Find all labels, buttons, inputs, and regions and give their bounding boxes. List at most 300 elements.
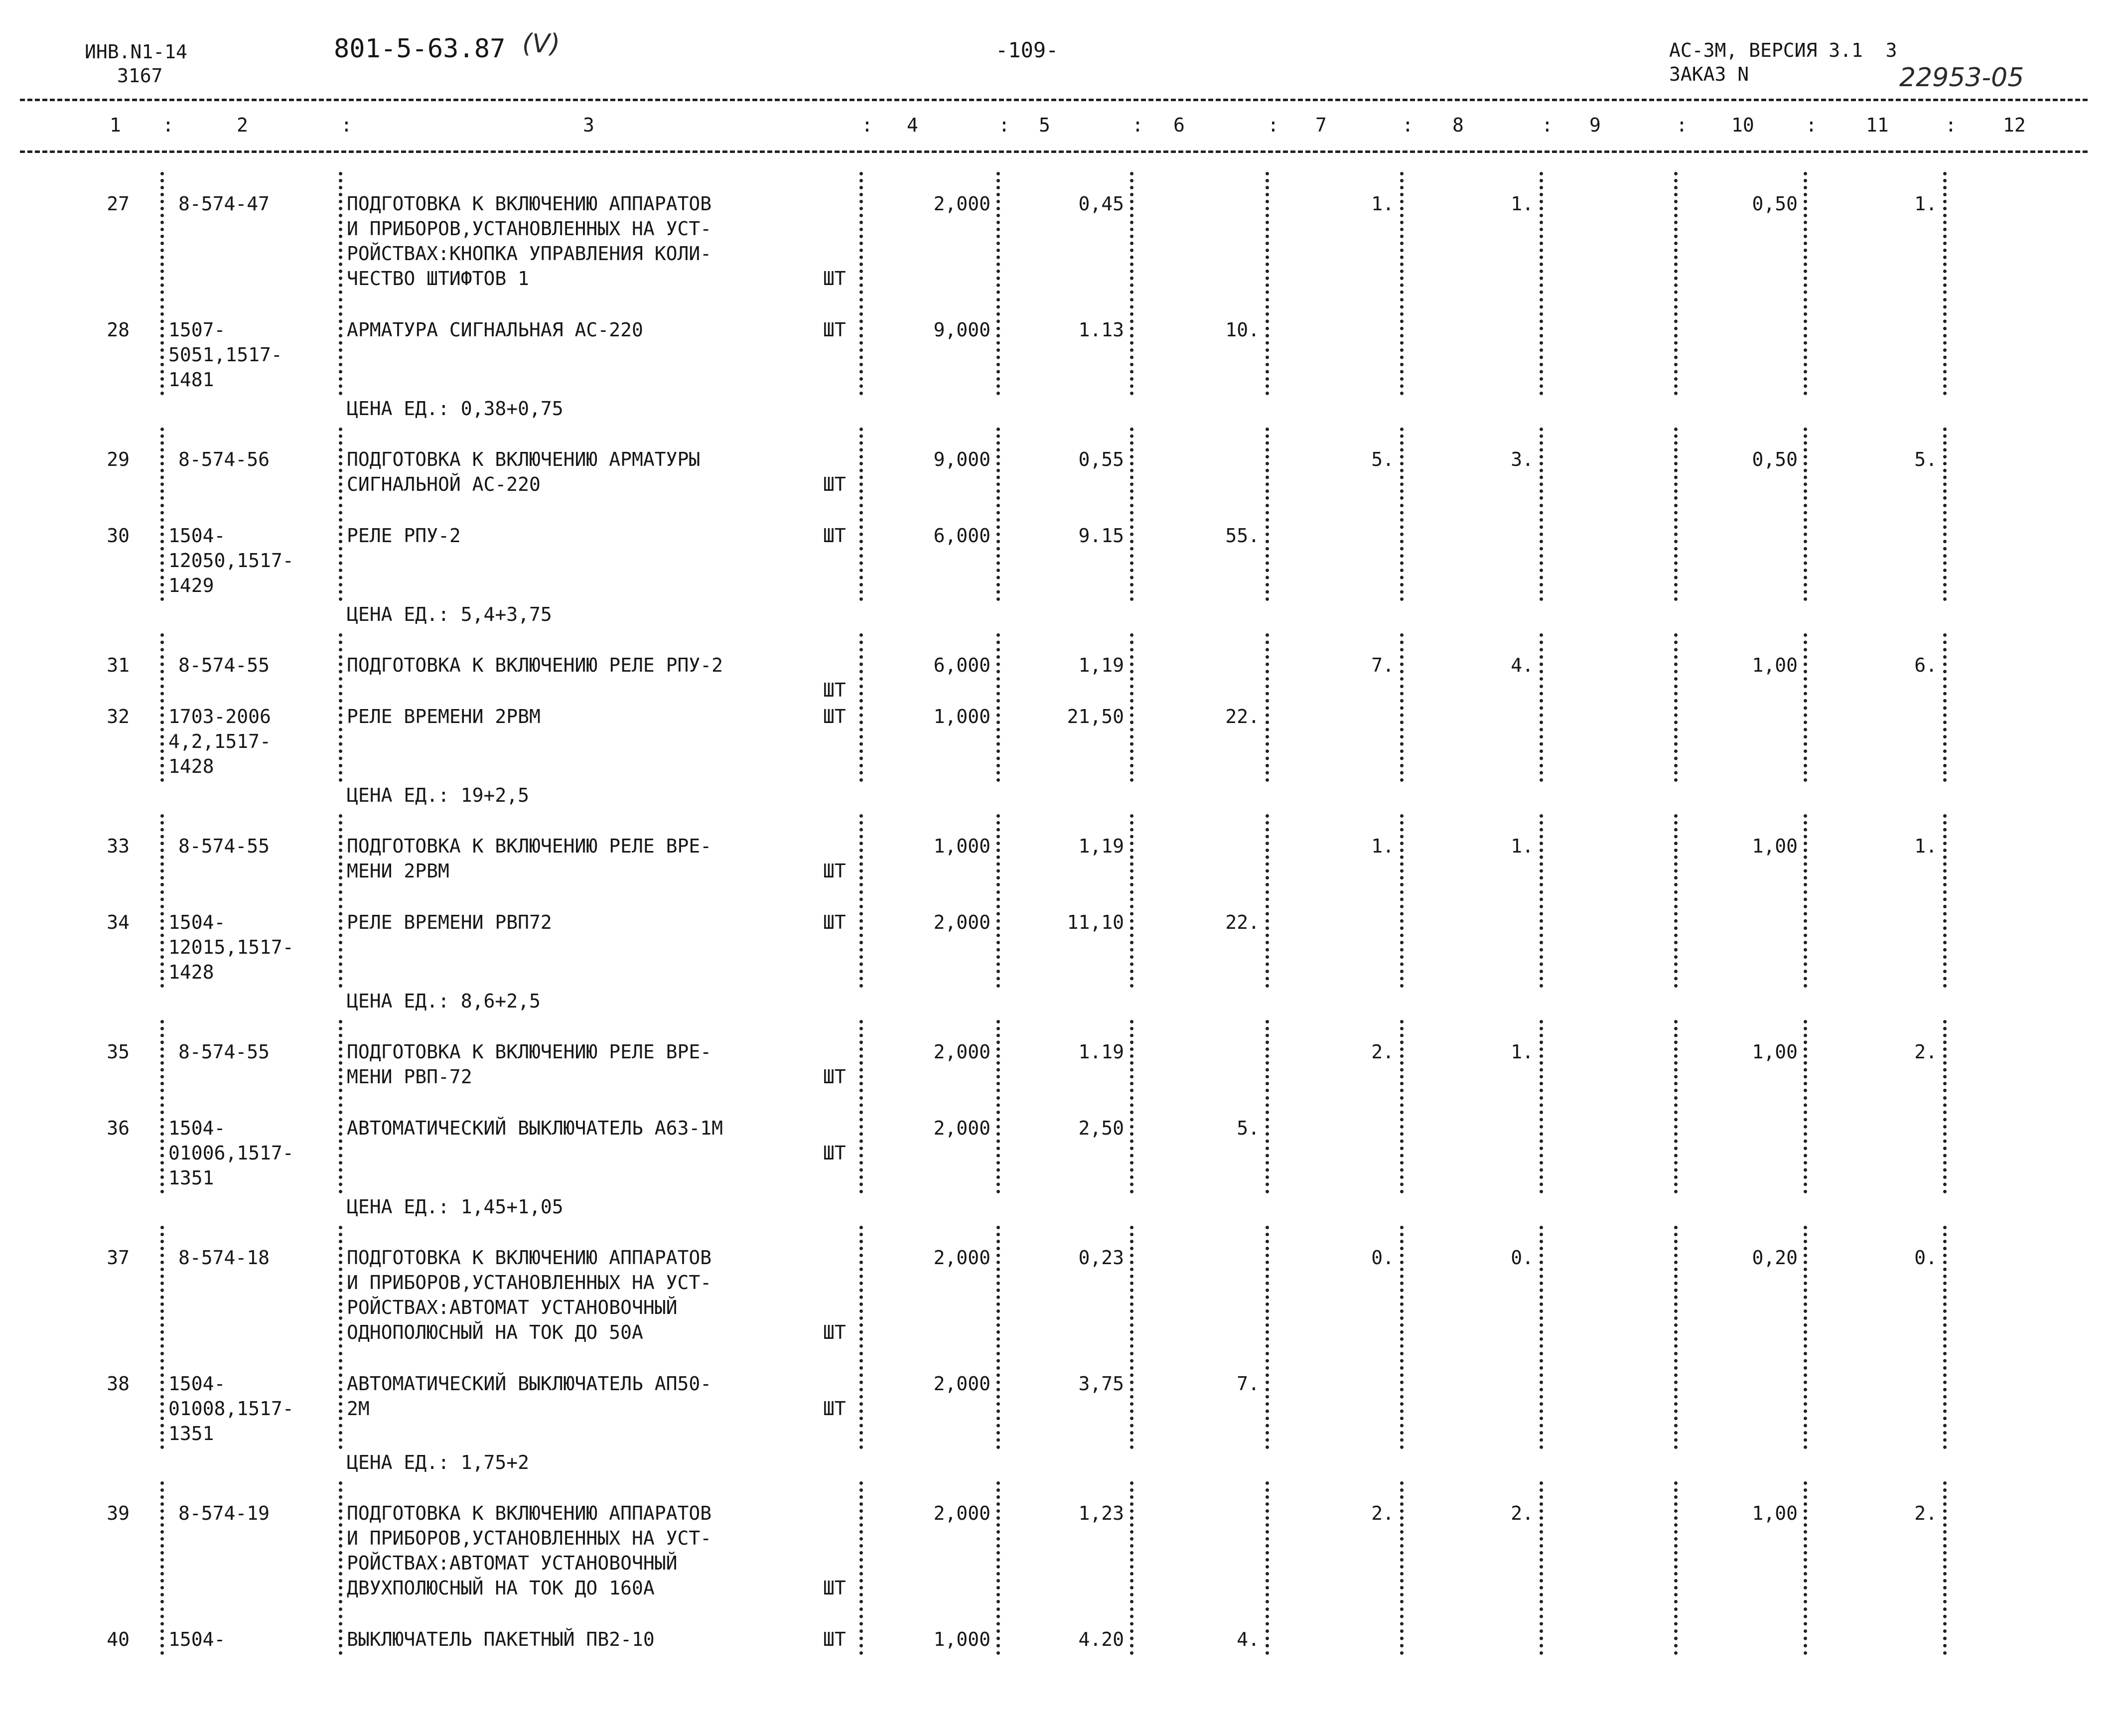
rate-cell: 2,50 xyxy=(1078,1117,1124,1139)
unit-label: ШТ xyxy=(823,524,846,547)
column-separator-dots xyxy=(160,298,164,395)
unit-price-note: ЦЕНА ЕД.: 5,4+3,75 xyxy=(347,603,552,625)
item-description: И ПРИБОРОВ,УСТАНОВЛЕННЫХ НА УСТ- xyxy=(347,1527,712,1549)
column-separator-dots xyxy=(1943,1481,1947,1603)
row-number: 40 xyxy=(107,1628,130,1650)
col11-cell: 1. xyxy=(1914,835,1937,857)
col8-cell: 0. xyxy=(1511,1247,1534,1269)
price-total-cell: 22. xyxy=(1225,705,1260,727)
col11-cell: 2. xyxy=(1914,1041,1937,1063)
row-number: 31 xyxy=(107,654,130,676)
column-separator-dots xyxy=(339,685,342,782)
unit-price-note: ЦЕНА ЕД.: 8,6+2,5 xyxy=(347,990,541,1012)
column-separator-dots xyxy=(1674,685,1678,782)
quantity-cell: 6,000 xyxy=(933,524,990,547)
column-number: 2 xyxy=(237,114,248,136)
column-separator-dots xyxy=(339,814,342,886)
col7-cell: 5. xyxy=(1371,448,1394,470)
column-separator: : xyxy=(341,114,352,136)
column-separator-dots xyxy=(1804,1481,1807,1603)
column-separator-dots xyxy=(1674,1607,1678,1655)
column-separator-dots xyxy=(1943,814,1947,886)
item-code: 4,2,1517- xyxy=(168,730,271,752)
col8-cell: 4. xyxy=(1511,654,1534,676)
page-number: -109- xyxy=(995,38,1059,62)
column-separator-dots xyxy=(859,298,863,395)
rate-cell: 1.13 xyxy=(1078,318,1124,341)
column-separator-dots xyxy=(1540,1096,1543,1193)
column-separator-dots xyxy=(339,1226,342,1348)
quantity-cell: 2,000 xyxy=(933,1502,990,1524)
column-separator-dots xyxy=(1266,298,1269,395)
unit-label: ШТ xyxy=(823,1628,846,1650)
column-separator-dots xyxy=(160,1096,164,1193)
column-separator-dots xyxy=(1130,890,1133,988)
unit-price-note: ЦЕНА ЕД.: 0,38+0,75 xyxy=(347,397,564,420)
inventory-number: ИНВ.N1-14 xyxy=(85,41,187,63)
item-code: 1504- xyxy=(168,524,226,547)
col10-cell: 0,50 xyxy=(1752,193,1798,215)
order-number-handwritten: 22953-05 xyxy=(1899,63,2024,93)
item-description: ПОДГОТОВКА К ВКЛЮЧЕНИЮ РЕЛЕ ВРЕ- xyxy=(347,835,712,857)
rate-cell: 0,23 xyxy=(1078,1247,1124,1269)
column-separator: : xyxy=(1806,114,1817,136)
column-separator-dots xyxy=(1674,172,1678,294)
column-number: 9 xyxy=(1589,114,1601,136)
quantity-cell: 2,000 xyxy=(933,911,990,933)
item-code: 1504- xyxy=(168,1628,226,1650)
column-separator-dots xyxy=(160,172,164,294)
column-separator-dots xyxy=(859,1226,863,1348)
quantity-cell: 1,000 xyxy=(933,835,990,857)
unit-price-note: ЦЕНА ЕД.: 1,75+2 xyxy=(347,1451,530,1473)
row-number: 36 xyxy=(107,1117,130,1139)
column-separator-dots xyxy=(1130,172,1133,294)
col7-cell: 7. xyxy=(1371,654,1394,676)
column-separator-dots xyxy=(339,1481,342,1603)
header-top-rule xyxy=(20,99,2088,101)
rate-cell: 1,23 xyxy=(1078,1502,1124,1524)
item-code: 1351 xyxy=(168,1422,214,1445)
column-separator-dots xyxy=(1943,1096,1947,1193)
column-separator-dots xyxy=(996,890,1000,988)
column-separator-dots xyxy=(1674,1226,1678,1348)
column-separator-dots xyxy=(1804,890,1807,988)
col11-cell: 6. xyxy=(1914,654,1937,676)
item-code: 8-574-56 xyxy=(178,448,270,470)
price-total-cell: 55. xyxy=(1225,524,1260,547)
unit-price-note: ЦЕНА ЕД.: 19+2,5 xyxy=(347,784,530,806)
col10-cell: 0,50 xyxy=(1752,448,1798,470)
column-separator-dots xyxy=(1400,890,1404,988)
column-separator-dots xyxy=(1540,1607,1543,1655)
column-number: 3 xyxy=(583,114,594,136)
column-separator-dots xyxy=(1540,1352,1543,1449)
column-separator-dots xyxy=(1130,685,1133,782)
column-separator-dots xyxy=(996,504,1000,601)
column-separator-dots xyxy=(1943,504,1947,601)
column-separator-dots xyxy=(339,1352,342,1449)
item-code: 1429 xyxy=(168,574,214,596)
rate-cell: 9.15 xyxy=(1078,524,1124,547)
item-description: МЕНИ РВП-72 xyxy=(347,1066,472,1088)
column-separator-dots xyxy=(1400,172,1404,294)
col11-cell: 2. xyxy=(1914,1502,1937,1524)
column-separator-dots xyxy=(859,504,863,601)
row-number: 37 xyxy=(107,1247,130,1269)
column-separator-dots xyxy=(1540,1226,1543,1348)
item-code: 1428 xyxy=(168,961,214,983)
quantity-cell: 2,000 xyxy=(933,1372,990,1395)
column-separator-dots xyxy=(1804,504,1807,601)
item-description: АРМАТУРА СИГНАЛЬНАЯ АС-220 xyxy=(347,318,643,341)
document-code: 801-5-63.87 xyxy=(334,34,506,64)
col7-cell: 2. xyxy=(1371,1502,1394,1524)
column-separator-dots xyxy=(1540,298,1543,395)
item-code: 1507- xyxy=(168,318,226,341)
column-separator-dots xyxy=(1943,685,1947,782)
column-separator-dots xyxy=(1400,1607,1404,1655)
column-separator-dots xyxy=(996,298,1000,395)
column-separator-dots xyxy=(160,1020,164,1092)
column-separator-dots xyxy=(1130,298,1133,395)
unit-price-note: ЦЕНА ЕД.: 1,45+1,05 xyxy=(347,1195,564,1218)
column-separator-dots xyxy=(1804,172,1807,294)
item-description: РЕЛЕ РПУ-2 xyxy=(347,524,461,547)
column-separator-dots xyxy=(1266,685,1269,782)
item-code: 1351 xyxy=(168,1166,214,1189)
row-number: 32 xyxy=(107,705,130,727)
column-separator-dots xyxy=(1943,1607,1947,1655)
item-description: ЧЕСТВО ШТИФТОВ 1 xyxy=(347,268,530,289)
column-separator-dots xyxy=(1400,685,1404,782)
column-separator-dots xyxy=(339,633,342,681)
column-separator-dots xyxy=(1130,504,1133,601)
item-code: 1504- xyxy=(168,1372,226,1395)
item-code: 5051,1517- xyxy=(168,343,283,366)
column-separator-dots xyxy=(160,1352,164,1449)
column-separator-dots xyxy=(1400,298,1404,395)
col7-cell: 0. xyxy=(1371,1247,1394,1269)
column-number: 8 xyxy=(1452,114,1464,136)
unit-label: ШТ xyxy=(823,860,846,882)
quantity-cell: 6,000 xyxy=(933,654,990,676)
rate-cell: 21,50 xyxy=(1067,705,1124,727)
column-separator-dots xyxy=(1130,1096,1133,1193)
col10-cell: 0,20 xyxy=(1752,1247,1798,1269)
system-version: АС-3М, ВЕРСИЯ 3.1 3 xyxy=(1669,39,1897,61)
item-code: 8-574-47 xyxy=(178,193,270,215)
row-number: 38 xyxy=(107,1372,130,1395)
column-separator-dots xyxy=(1674,298,1678,395)
item-code: 8-574-55 xyxy=(178,835,270,857)
item-description: ПОДГОТОВКА К ВКЛЮЧЕНИЮ РЕЛЕ РПУ-2 xyxy=(347,654,723,676)
column-separator-dots xyxy=(160,1226,164,1348)
column-separator-dots xyxy=(1943,298,1947,395)
column-separator-dots xyxy=(1674,504,1678,601)
unit-label: ШТ xyxy=(823,705,846,727)
column-separator-dots xyxy=(1804,1607,1807,1655)
col10-cell: 1,00 xyxy=(1752,1502,1798,1524)
item-description: ПОДГОТОВКА К ВКЛЮЧЕНИЮ РЕЛЕ ВРЕ- xyxy=(347,1041,712,1063)
column-separator: : xyxy=(998,114,1010,136)
item-code: 8-574-18 xyxy=(178,1247,270,1269)
column-separator-dots xyxy=(339,504,342,601)
column-separator-dots xyxy=(996,1352,1000,1449)
col10-cell: 1,00 xyxy=(1752,1041,1798,1063)
column-separator-dots xyxy=(1943,1020,1947,1092)
col11-cell: 1. xyxy=(1914,193,1937,215)
column-separator-dots xyxy=(1130,428,1133,500)
column-separator-dots xyxy=(1540,1481,1543,1603)
quantity-cell: 1,000 xyxy=(933,1628,990,1650)
row-number: 35 xyxy=(107,1041,130,1063)
column-separator-dots xyxy=(1266,1226,1269,1348)
col8-cell: 2. xyxy=(1511,1502,1534,1524)
column-number: 4 xyxy=(907,114,918,136)
column-separator-dots xyxy=(859,1352,863,1449)
column-separator: : xyxy=(1945,114,1957,136)
row-number: 27 xyxy=(107,193,130,215)
document-code-handwritten: (V) xyxy=(522,29,561,59)
item-description: МЕНИ 2РВМ xyxy=(347,860,449,882)
column-separator-dots xyxy=(339,428,342,500)
column-separator-dots xyxy=(996,685,1000,782)
quantity-cell: 2,000 xyxy=(933,1117,990,1139)
column-separator-dots xyxy=(1130,814,1133,886)
col10-cell: 1,00 xyxy=(1752,654,1798,676)
column-number: 10 xyxy=(1731,114,1754,136)
row-number: 30 xyxy=(107,524,130,547)
column-separator-dots xyxy=(160,504,164,601)
rate-cell: 1.19 xyxy=(1078,1041,1124,1063)
column-separator-dots xyxy=(1130,1020,1133,1092)
item-description: 2М xyxy=(347,1397,370,1420)
column-separator-dots xyxy=(859,1096,863,1193)
quantity-cell: 9,000 xyxy=(933,448,990,470)
item-description: ВЫКЛЮЧАТЕЛЬ ПАКЕТНЫЙ ПВ2-10 xyxy=(347,1628,655,1650)
column-separator-dots xyxy=(1943,633,1947,681)
column-separator-dots xyxy=(1400,1352,1404,1449)
column-separator-dots xyxy=(859,1481,863,1603)
col11-cell: 5. xyxy=(1914,448,1937,470)
column-separator-dots xyxy=(1266,1096,1269,1193)
row-number: 39 xyxy=(107,1502,130,1524)
rate-cell: 0,45 xyxy=(1078,193,1124,215)
item-description: И ПРИБОРОВ,УСТАНОВЛЕННЫХ НА УСТ- xyxy=(347,218,712,240)
inventory-code: 3167 xyxy=(117,65,163,87)
column-separator-dots xyxy=(1130,1352,1133,1449)
unit-label: ШТ xyxy=(823,268,846,289)
column-separator-dots xyxy=(1540,890,1543,988)
column-separator-dots xyxy=(1674,1096,1678,1193)
column-separator-dots xyxy=(339,172,342,294)
order-label: ЗАКАЗ N xyxy=(1669,63,1749,85)
column-separator-dots xyxy=(1804,298,1807,395)
item-code: 1703-2006 xyxy=(168,705,271,727)
column-separator-dots xyxy=(1804,1352,1807,1449)
item-description: СИГНАЛЬНОЙ АС-220 xyxy=(347,473,541,495)
col11-cell: 0. xyxy=(1914,1247,1937,1269)
price-total-cell: 4. xyxy=(1237,1628,1260,1650)
quantity-cell: 2,000 xyxy=(933,1247,990,1269)
column-separator-dots xyxy=(1130,1481,1133,1603)
column-separator-dots xyxy=(1400,1226,1404,1348)
column-separator-dots xyxy=(1943,428,1947,500)
column-separator-dots xyxy=(160,428,164,500)
column-separator-dots xyxy=(859,685,863,782)
item-description: АВТОМАТИЧЕСКИЙ ВЫКЛЮЧАТЕЛЬ А63-1М xyxy=(347,1117,723,1139)
column-separator-dots xyxy=(339,1020,342,1092)
column-separator: : xyxy=(162,114,174,136)
column-separator-dots xyxy=(339,298,342,395)
column-separator-dots xyxy=(1540,428,1543,500)
column-separator-dots xyxy=(996,1226,1000,1348)
col8-cell: 1. xyxy=(1511,835,1534,857)
unit-label: ШТ xyxy=(823,1321,846,1343)
item-code: 12015,1517- xyxy=(168,936,294,958)
item-description: РЕЛЕ ВРЕМЕНИ 2РВМ xyxy=(347,705,541,727)
unit-label: ШТ xyxy=(823,318,846,341)
column-separator: : xyxy=(1132,114,1143,136)
item-description: ОДНОПОЛЮСНЫЙ НА ТОК ДО 50А xyxy=(347,1321,643,1343)
column-separator-dots xyxy=(1540,685,1543,782)
col8-cell: 1. xyxy=(1511,1041,1534,1063)
column-separator-dots xyxy=(1943,1226,1947,1348)
col10-cell: 1,00 xyxy=(1752,835,1798,857)
unit-label: ШТ xyxy=(823,1066,846,1088)
unit-label: ШТ xyxy=(823,911,846,933)
column-separator-dots xyxy=(339,1607,342,1655)
unit-label: ШТ xyxy=(823,679,846,701)
unit-label: ШТ xyxy=(823,473,846,495)
column-number: 1 xyxy=(110,114,121,136)
col8-cell: 1. xyxy=(1511,193,1534,215)
column-separator-dots xyxy=(1540,504,1543,601)
col8-cell: 3. xyxy=(1511,448,1534,470)
column-separator-dots xyxy=(1674,1352,1678,1449)
price-total-cell: 5. xyxy=(1237,1117,1260,1139)
row-number: 28 xyxy=(107,318,130,341)
rate-cell: 1,19 xyxy=(1078,654,1124,676)
column-separator: : xyxy=(1268,114,1279,136)
item-description: РЕЛЕ ВРЕМЕНИ РВП72 xyxy=(347,911,552,933)
column-separator-dots xyxy=(160,890,164,988)
price-total-cell: 22. xyxy=(1225,911,1260,933)
item-description: ДВУХПОЛЮСНЫЙ НА ТОК ДО 160А xyxy=(347,1577,655,1599)
item-code: 1428 xyxy=(168,755,214,777)
col7-cell: 2. xyxy=(1371,1041,1394,1063)
item-code: 12050,1517- xyxy=(168,549,294,572)
column-separator-dots xyxy=(1540,814,1543,886)
unit-label: ШТ xyxy=(823,1142,846,1164)
item-code: 1481 xyxy=(168,368,214,391)
price-total-cell: 10. xyxy=(1225,318,1260,341)
column-separator-dots xyxy=(1804,1226,1807,1348)
header-bottom-rule xyxy=(20,150,2088,153)
column-number: 7 xyxy=(1315,114,1327,136)
column-number: 6 xyxy=(1173,114,1185,136)
column-separator: : xyxy=(1676,114,1688,136)
column-separator-dots xyxy=(160,685,164,782)
item-code: 1504- xyxy=(168,1117,226,1139)
quantity-cell: 9,000 xyxy=(933,318,990,341)
column-number: 5 xyxy=(1039,114,1050,136)
item-description: РОЙСТВАХ:АВТОМАТ УСТАНОВОЧНЫЙ xyxy=(347,1297,678,1318)
item-code: 01006,1517- xyxy=(168,1142,294,1164)
item-description: АВТОМАТИЧЕСКИЙ ВЫКЛЮЧАТЕЛЬ АП50- xyxy=(347,1372,712,1395)
column-separator-dots xyxy=(1540,172,1543,294)
column-separator-dots xyxy=(1540,633,1543,681)
item-code: 8-574-19 xyxy=(178,1502,270,1524)
unit-label: ШТ xyxy=(823,1397,846,1420)
price-total-cell: 7. xyxy=(1237,1372,1260,1395)
item-description: ПОДГОТОВКА К ВКЛЮЧЕНИЮ АРМАТУРЫ xyxy=(347,448,701,470)
column-separator: : xyxy=(861,114,873,136)
column-separator-dots xyxy=(1266,172,1269,294)
col7-cell: 1. xyxy=(1371,835,1394,857)
item-description: РОЙСТВАХ:КНОПКА УПРАВЛЕНИЯ КОЛИ- xyxy=(347,243,712,265)
column-separator-dots xyxy=(1674,1481,1678,1603)
row-number: 29 xyxy=(107,448,130,470)
column-separator-dots xyxy=(1804,1096,1807,1193)
column-separator-dots xyxy=(1674,890,1678,988)
column-separator: : xyxy=(1402,114,1413,136)
column-separator-dots xyxy=(1943,1352,1947,1449)
column-separator-dots xyxy=(339,890,342,988)
item-description: ПОДГОТОВКА К ВКЛЮЧЕНИЮ АППАРАТОВ xyxy=(347,193,712,215)
quantity-cell: 2,000 xyxy=(933,193,990,215)
column-separator-dots xyxy=(1400,1481,1404,1603)
unit-label: ШТ xyxy=(823,1577,846,1599)
column-separator-dots xyxy=(1400,1096,1404,1193)
quantity-cell: 2,000 xyxy=(933,1041,990,1063)
item-description: И ПРИБОРОВ,УСТАНОВЛЕННЫХ НА УСТ- xyxy=(347,1272,712,1294)
column-separator-dots xyxy=(1130,633,1133,681)
column-separator-dots xyxy=(1266,1481,1269,1603)
item-code: 1504- xyxy=(168,911,226,933)
row-number: 34 xyxy=(107,911,130,933)
column-separator-dots xyxy=(859,172,863,294)
item-description: ПОДГОТОВКА К ВКЛЮЧЕНИЮ АППАРАТОВ xyxy=(347,1247,712,1269)
column-separator-dots xyxy=(1943,890,1947,988)
column-separator-dots xyxy=(160,633,164,681)
item-code: 8-574-55 xyxy=(178,1041,270,1063)
column-separator-dots xyxy=(339,1096,342,1193)
column-separator-dots xyxy=(1943,172,1947,294)
column-number: 11 xyxy=(1866,114,1889,136)
row-number: 33 xyxy=(107,835,130,857)
rate-cell: 4.20 xyxy=(1078,1628,1124,1650)
quantity-cell: 1,000 xyxy=(933,705,990,727)
item-description: ПОДГОТОВКА К ВКЛЮЧЕНИЮ АППАРАТОВ xyxy=(347,1502,712,1524)
column-separator-dots xyxy=(160,1481,164,1603)
column-separator-dots xyxy=(1266,890,1269,988)
column-separator-dots xyxy=(1130,1226,1133,1348)
rate-cell: 3,75 xyxy=(1078,1372,1124,1395)
rate-cell: 1,19 xyxy=(1078,835,1124,857)
column-separator-dots xyxy=(160,814,164,886)
column-separator-dots xyxy=(1266,504,1269,601)
column-separator: : xyxy=(1542,114,1553,136)
item-code: 01008,1517- xyxy=(168,1397,294,1420)
col7-cell: 1. xyxy=(1371,193,1394,215)
rate-cell: 0,55 xyxy=(1078,448,1124,470)
column-separator-dots xyxy=(1266,1352,1269,1449)
column-separator-dots xyxy=(1266,1607,1269,1655)
rate-cell: 11,10 xyxy=(1067,911,1124,933)
column-separator-dots xyxy=(996,1481,1000,1603)
